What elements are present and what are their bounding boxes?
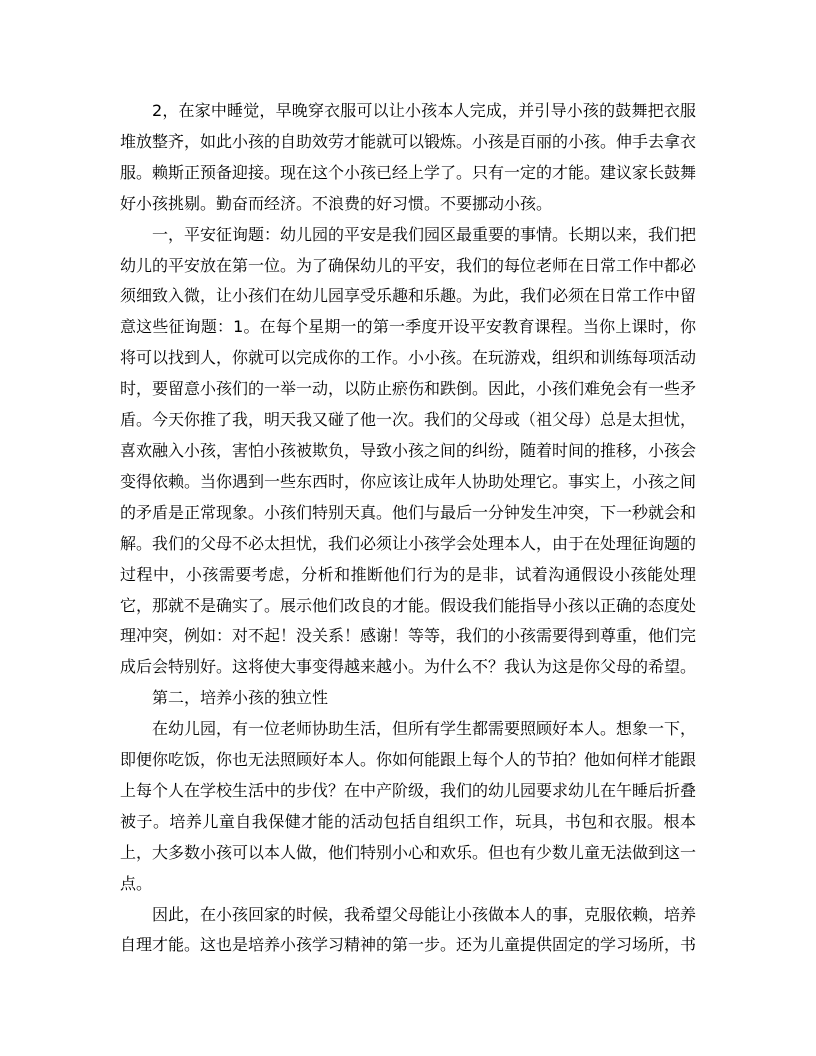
document-body <box>120 96 696 961</box>
paragraph-self-care: 在幼儿园，有一位老师协助生活，但所有学生都需要照顾好本人。想象一下，即便你吃饭，你也无法照顾好本人。你如何能跟上每个人的节拍？他如何样才能跟上每个人在学校生活中的步伐？在中产阶级，我们的幼儿园要求幼儿在午睡后折叠被子。培养儿童自我保健才能的活动包括自组织工作，玩具，书包和衣服。根本上，大多数小孩可以本人做，他们特别小心和欢乐。但也有少数儿童无法做到这一点。 <box>120 719 697 893</box>
paragraph-dressing-habits: 2，在家中睡觉，早晚穿衣服可以让小孩本人完成，并引导小孩的鼓舞把衣服堆放整齐，如此小孩的自助效劳才能就可以锻炼。小孩是百丽的小孩。伸手去拿衣服。赖斯正预备迎接。现在这个小孩已经上学了。只有一定的才能。建议家长鼓舞好小孩挑剔。勤奋而经济。不浪费的好习惯。不要挪动小孩。 <box>120 101 697 213</box>
paragraph-home-habits: 因此，在小孩回家的时候，我希望父母能让小孩做本人的事，克服依赖，培养自理才能。这也是培养小孩学习精神的第一步。还为儿童提供固定的学习场所，书 <box>120 904 697 955</box>
section-heading-independence: 第二，培养小孩的独立性 <box>152 688 329 708</box>
paragraph-safety-issues: 一，平安征询题：幼儿园的平安是我们园区最重要的事情。长期以来，我们把幼儿的平安放在第一位。为了确保幼儿的平安，我们的每位老师在日常工作中都必须细致入微，让小孩们在幼儿园享受乐趣和乐趣。为此，我们必须在日常工作中留意这些征询题：1。在每个星期一的第一季度开设平安教育课程。当你上课时，你将可以找到人，你就可以完成你的工作。小小孩。在玩游戏，组织和训练每项活动时，要留意小孩们的一举一动，以防止瘀伤和跌倒。因此，小孩们难免会有一些矛盾。今天你推了我，明天我又碰了他一次。我们的父母或（祖父母）总是太担忧，喜欢融入小孩，害怕小孩被欺负，导致小孩之间的纠纷，随着时间的推移，小孩会变得依赖。当你遇到一些东西时，你应该让成年人协助处理它。事实上，小孩之间的矛盾是正常现象。小孩们特别天真。他们与最后一分钟发生冲突，下一秒就会和解。我们的父母不必太担忧，我们必须让小孩学会处理本人，由于在处理征询题的过程中，小孩需要考虑，分析和推断他们行为的是非，试着沟通假设小孩能处理它，那就不是确实了。展示他们改良的才能。假设我们能指导小孩以正确的态度处理冲突，例如：对不起！没关系！感谢！等等，我们的小孩需要得到尊重，他们完成后会特别好。这将使大事变得越来越小。为什么不？我认为这是你父母的希望。 <box>120 224 697 677</box>
